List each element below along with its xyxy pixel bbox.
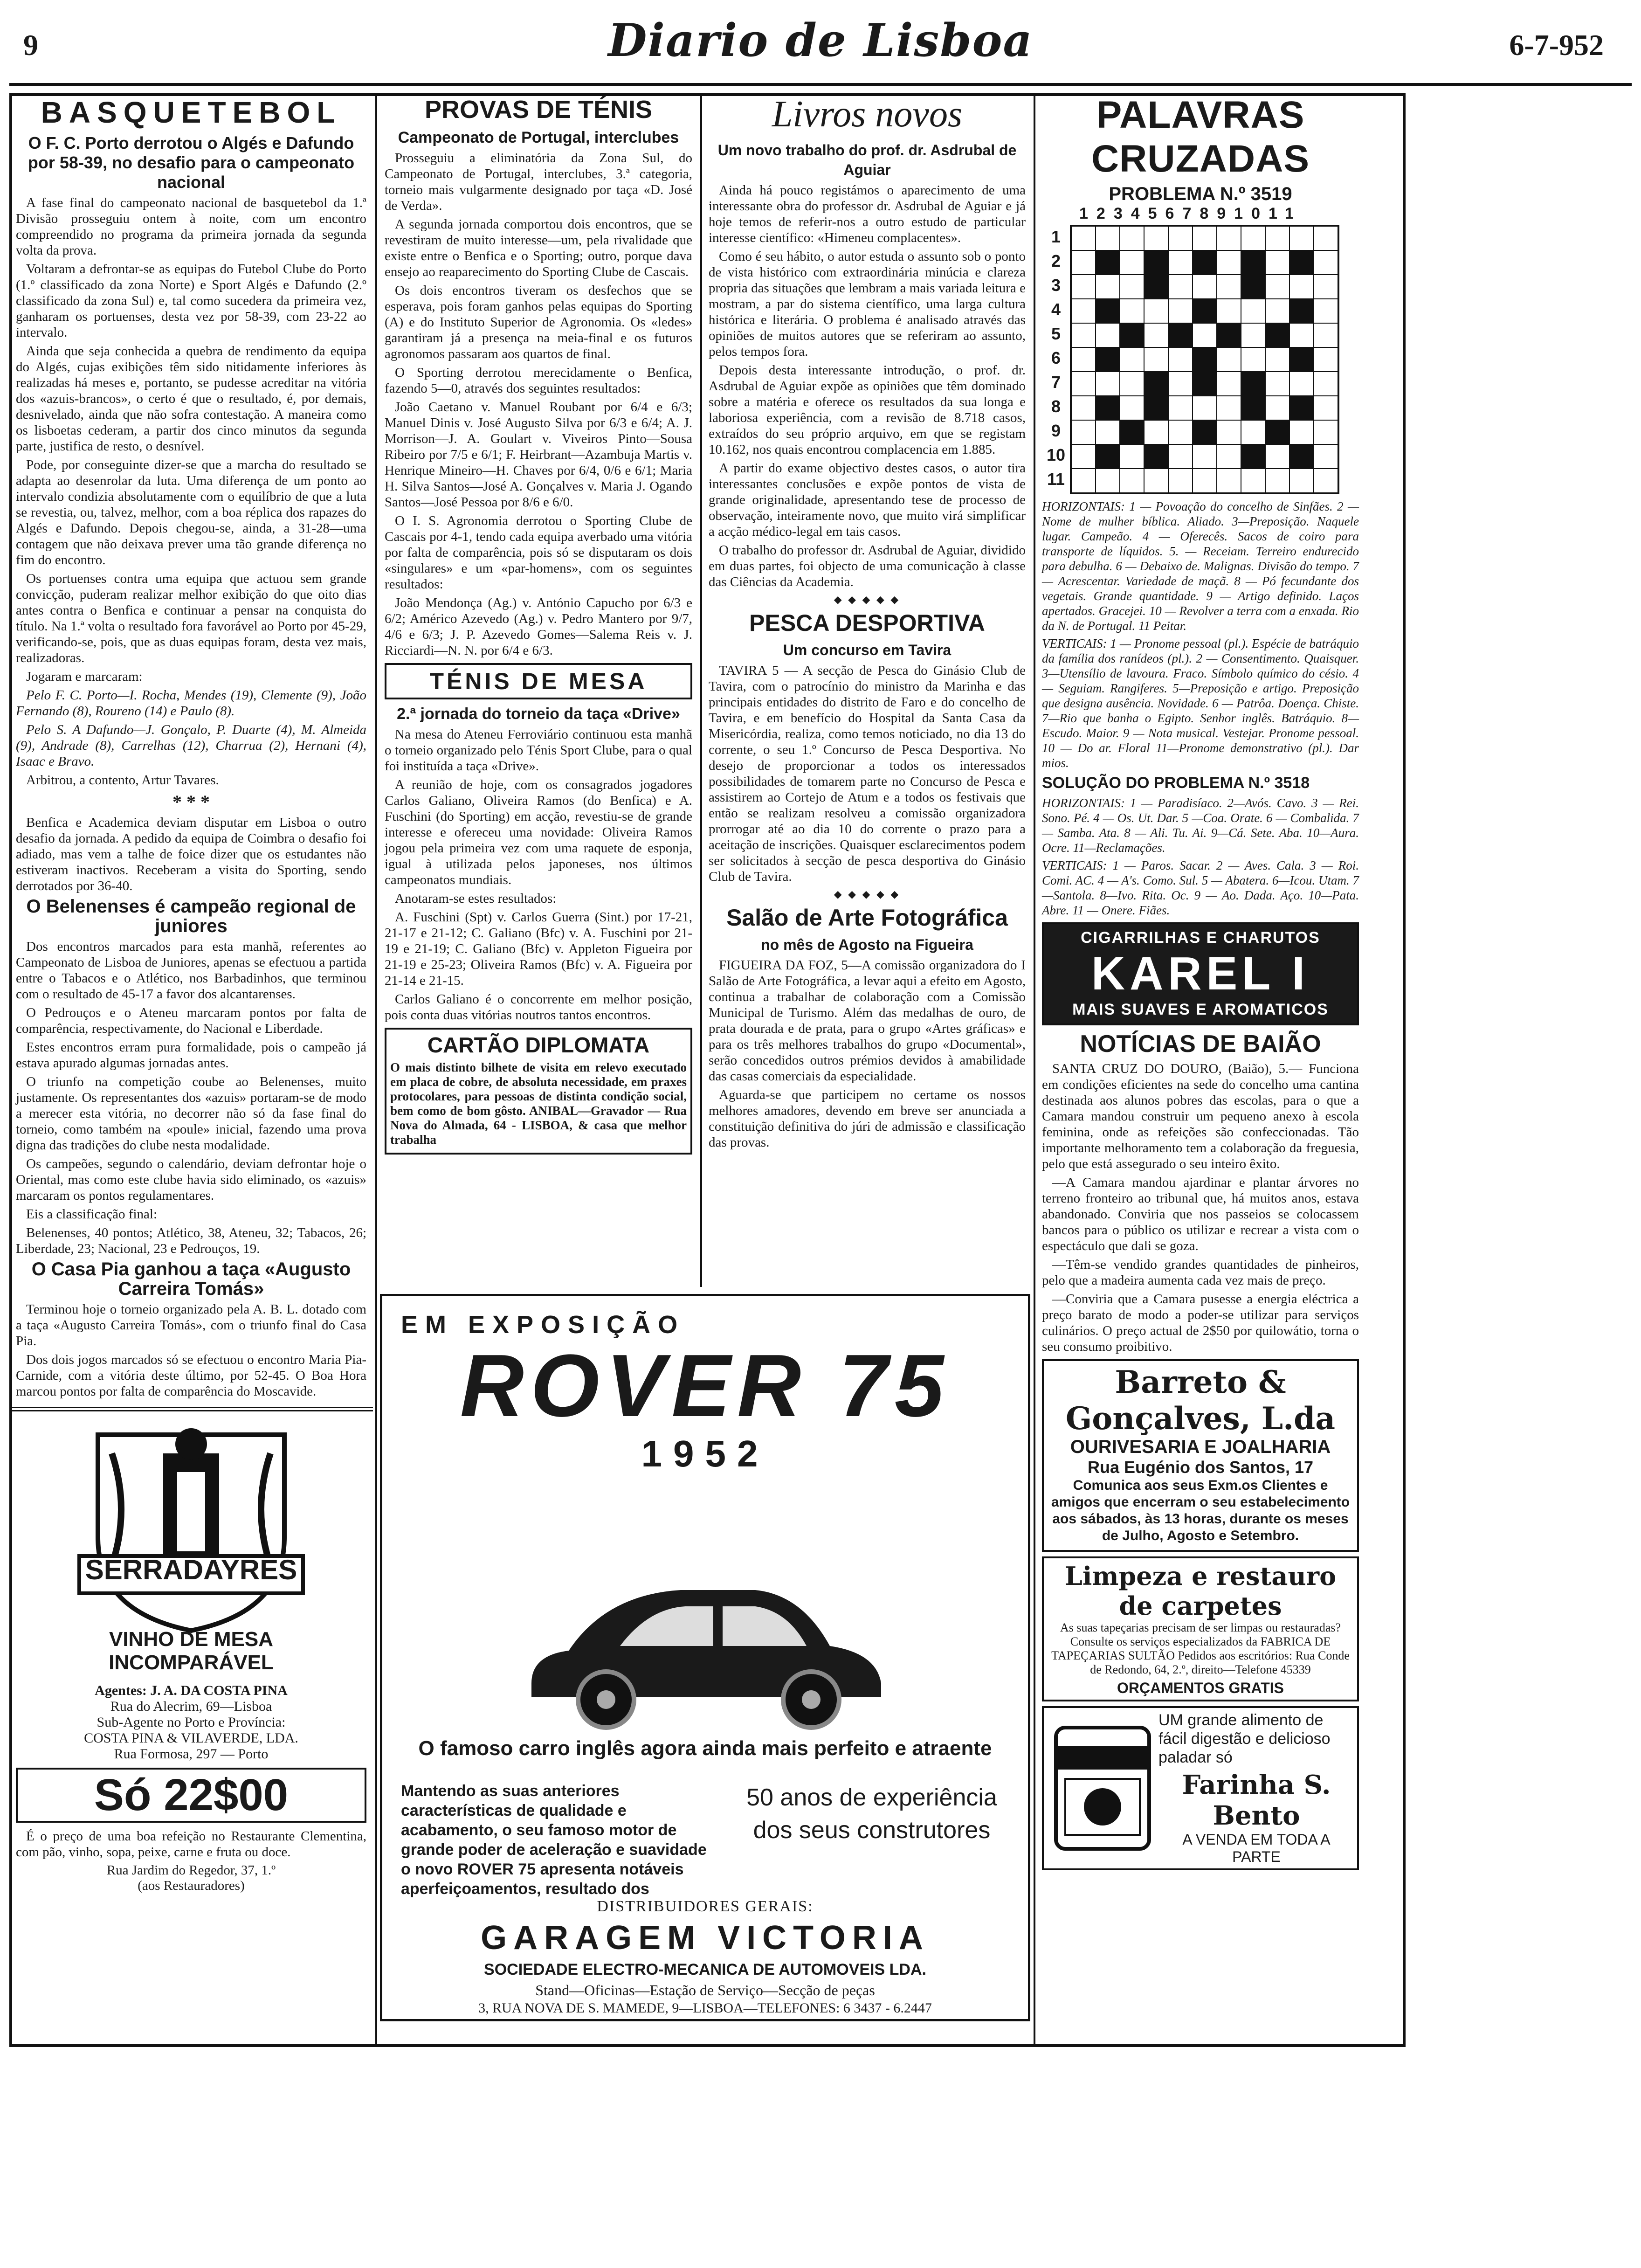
crossword-cell <box>1096 226 1120 250</box>
column-basquetebol <box>9 93 373 2047</box>
address: Rua Jardim do Regedor, 37, 1.º <box>106 1863 276 1878</box>
section-subheading: 2.ª jornada do torneio da taça «Drive» <box>397 705 680 723</box>
paragraph: Dos encontros marcados para esta manhã, referentes ao Campeonato de Lisboa de Juniores, apenas se efectuou a partida entre o Tabacos e o Atlético, nos Barbadinhos, que terminou com o resultado de 45-17 a favor dos alcantarenses. <box>16 939 366 1002</box>
separator: ◆ ◆ ◆ ◆ ◆ <box>834 888 901 900</box>
crossword-cell <box>1096 469 1120 493</box>
rover-ad <box>380 1294 1030 2021</box>
paragraph: A fase final do campeonato nacional de basquetebol da 1.ª Divisão prosseguiu ontem à noite, com um encontro compreendido no programa da primeira jornada da segunda volta da prova. <box>16 195 366 258</box>
paragraph: João Caetano v. Manuel Roubant por 6/4 e 6/3; Manuel Dinis v. José Augusto Silva por 6/3 e 6/4; A. J. Morrison—J. A. Goulart v. Viveiros Pinto—Sousa Ribeiro por 7/5 e 6/1; F. Heirbrant—Azambuja Martis v. Henrique Mineiro—H. Chaves por 6/4, 0/6 e 6/1; Maria H. Silva Santos—José A. Gonçalves v. Maria J. Ogando Santos—José Pessoa por 8/6 e 6/0. <box>385 400 692 510</box>
crossword-cell <box>1265 347 1289 372</box>
crossword-row-number: 9 <box>1051 421 1061 440</box>
ad-top: CIGARRILHAS E CHARUTOS <box>1081 929 1320 947</box>
crossword-cell <box>1168 372 1193 396</box>
ad-brand: KAREL I <box>1091 947 1310 1000</box>
crossword-cell <box>1120 444 1144 469</box>
crossword-cell <box>1217 299 1241 323</box>
crossword-black-cell <box>1289 444 1314 469</box>
ad-company: SOCIEDADE ELECTRO-MECANICA DE AUTOMOVEIS LDA. <box>484 1961 926 1978</box>
paragraph: Os dois encontros tiveram os desfechos que se esperava, pois foram ganhos pelas equipas do Sporting (A) e do Instituto Superior de Agronomia. Os «ledes» garantiram já a presença na meia-final e os futuros agronomos passaram aos quartos de final. <box>385 283 692 361</box>
crossword-cell <box>1071 250 1096 275</box>
crossword-row-number: 10 <box>1046 445 1066 464</box>
paragraph: Dos dois jogos marcados só se efectuou o encontro Maria Pia-Carnide, com a vitória deste último, por 52-45. O Boa Hora marcou pontos por falta de comparência do Moscavide. <box>16 1352 366 1399</box>
crossword-black-cell <box>1120 323 1144 347</box>
crossword-black-cell <box>1289 250 1314 275</box>
crossword-cell <box>1265 396 1289 420</box>
crossword-cell <box>1168 420 1193 444</box>
crossword-row-number: 1 <box>1051 227 1061 246</box>
crossword-cell <box>1289 469 1314 493</box>
crossword-cell <box>1071 299 1096 323</box>
crossword-cell <box>1120 299 1144 323</box>
article-subtitle: O F. C. Porto derrotou o Algés e Dafundo por 58-39, no desafio para o campeonato nacional <box>28 133 355 192</box>
crossword-cell <box>1241 323 1265 347</box>
ad-address: 3, RUA NOVA DE S. MAMEDE, 9—LISBOA—TELEFONES: 6 3437 - 6.2447 <box>478 2000 932 2016</box>
crossword-cell <box>1217 250 1241 275</box>
crossword-black-cell <box>1193 250 1217 275</box>
crossword-problem: PROBLEMA N.º 3519 <box>1109 184 1292 204</box>
crossword-cell <box>1265 469 1289 493</box>
crossword-black-cell <box>1144 250 1168 275</box>
crossword-row-number: 7 <box>1051 373 1061 392</box>
ad-services: Stand—Oficinas—Estação de Serviço—Secção de peças <box>535 1982 875 1998</box>
paragraph: A. Fuschini (Spt) v. Carlos Guerra (Sint.) por 17-21, 21-17 e 21-12; C. Galiano (Bfc) v. A. Fuschini por 21-19 e 21-19; C. Galiano (Bfc) v. Appleton Figueira por 21-19 e 25-23; Oliveira Ramos (Bfc) v. A. Figueira por 21-14 e 21-15. <box>385 910 692 988</box>
crossword-column-numbers: 1234567891011 <box>1079 205 1302 222</box>
page-number: 9 <box>23 28 38 62</box>
section-heading: TÉNIS DE MESA <box>429 668 648 694</box>
crossword-cell <box>1168 250 1193 275</box>
crossword-cell <box>1071 372 1096 396</box>
paragraph: Ainda que seja conhecida a quebra de rendimento da equipa do Algés, cujas exibições têm sido nitidamente inferiores às realizadas há meses e, portanto, se pudesse acreditar na vitória dos «azuis-brancos», o certo é que o resultado, é, por demais, desnivelado, ainda que não sofra contestação. A maneira como os lisboetas cederam, a partir dos cinco minutos da segunda parte, justifica de resto, o desnível. <box>16 344 366 454</box>
crossword-cell <box>1193 275 1217 299</box>
paragraph: O Sporting derrotou merecidamente o Benfica, fazendo 5—0, através dos seguintes resultados: <box>385 365 692 396</box>
crossword-black-cell <box>1096 347 1120 372</box>
ad-top: EM EXPOSIÇÃO <box>401 1311 685 1339</box>
ad-title: Barreto & Gonçalves, L.da <box>1065 1364 1336 1437</box>
masthead: Diario de Lisboa <box>608 14 1033 67</box>
crossword-cell <box>1314 347 1338 372</box>
paragraph: Ainda há pouco registámos o aparecimento de uma interessante obra do professor dr. Asdrubal de Aguiar e já hoje temos de referir-nos a outro estudo de particular interesse científico: «Himeneu complacentes». <box>709 183 1026 245</box>
paragraph: —A Camara mandou ajardinar e plantar árvores no terreno fronteiro ao tribunal que, há muitos anos, estava abandonado. Conviria que nos passeios se colocassem bancos para o público os utilizar e recrear a vista com o espectáculo que dali se goza. <box>1042 1175 1359 1253</box>
ad-text: O mais distinto bilhete de visita em relevo executado em placa de cobre, de absoluta necessidade, em praxes protocolares, para pessoas de distinta condição social, bem como de bom gôsto. ANIBAL—Gravador — Rua Nova do Almada, 64 - LISBOA, & casa que melhor trabalha <box>390 1060 687 1147</box>
crossword-cell <box>1120 275 1144 299</box>
solution-horizontal: HORIZONTAIS: 1 — Paradisíaco. 2—Avós. Cavo. 3 — Rei. Sono. Pé. 4 — Os. Ut. Dar. 5 —Coa. Orate. 6 — Combalida. 7 — Samba. Ata. 8 — Ali. Tu. Ai. 9—Cá. Sete. Aba. 10—Aura. Ocre. 11—Reclamações. <box>1042 796 1359 855</box>
crossword-cell <box>1071 469 1096 493</box>
crossword-cell <box>1289 323 1314 347</box>
paragraph: Carlos Galiano é o concorrente em melhor posição, pois conta duas vitórias noutros tantos encontros. <box>385 992 692 1023</box>
paragraph: Eis a classificação final: <box>26 1207 158 1222</box>
article-subtitle: Campeonato de Portugal, interclubes <box>398 129 679 146</box>
ad-bottom: MAIS SUAVES E AROMATICOS <box>1072 1001 1329 1018</box>
paragraph: Benfica e Academica deviam disputar em Lisboa o outro desafio da jornada. A pedido da equipa de Coimbra o desafio foi adiado, mas vem a talhe de foice dizer que os estudantes não estiveram inactivos. Receberam a visita do Sporting, sendo derrotados por 36-40. <box>16 815 366 893</box>
ad-text: As suas tapeçarias precisam de ser limpas ou restauradas? Consulte os serviços especializados da FABRICA DE TAPEÇARIAS SULTÃO Pedidos aos escritórios: Rua Conde de Redondo, 64, 2.º, direito—Telefone 45339 <box>1051 1621 1350 1676</box>
crossword-cell <box>1144 469 1168 493</box>
crossword-cell <box>1217 444 1241 469</box>
crossword-black-cell <box>1193 347 1217 372</box>
crossword-row-numbers <box>1042 225 1070 494</box>
paragraph: Jogaram e marcaram: <box>26 669 143 684</box>
section-box <box>385 663 692 699</box>
crossword-row-number: 3 <box>1051 276 1061 295</box>
ad-address: Rua Eugénio dos Santos, 17 <box>1087 1458 1314 1477</box>
paragraph: João Mendonça (Ag.) v. António Capucho por 6/3 e 6/2; Américo Azevedo (Ag.) v. Pedro Mantero por 9/7, 4/6 e 6/3; J. P. Azevedo Gomes—Salema Reis v. J. Ricciardi—N. N. por 6/4 e 6/3. <box>385 595 692 658</box>
crossword-cell <box>1289 372 1314 396</box>
crossword-black-cell <box>1289 299 1314 323</box>
shield-crest-icon <box>70 1416 312 1635</box>
section-heading: PESCA DESPORTIVA <box>749 610 985 636</box>
crossword-cell <box>1071 347 1096 372</box>
crossword-cell <box>1314 250 1338 275</box>
column-divider <box>700 93 702 1287</box>
crossword-cell <box>1120 372 1144 396</box>
paragraph: TAVIRA 5 — A secção de Pesca do Ginásio Club de Tavira, com o patrocínio do ministro da Marinha e das principais entidades do distrito de Faro e do concelho de Tavira, e em benefício do Hospital da Santa Casa da Misericórdia, realiza, como temos noticiado, no dia 13 do corrente, o seu 1.º Concurso de Pesca Desportiva. No desejo de proporcionar a todos os interessados possibilidades de tomarem parte no Concurso de Pesca e assistirem ao Cortejo de Atum e a todos os festivais que então se realizam resolveu a comissão organizadora prorrogar até ao dia 10 do corrente o prazo para a aceitação de inscrições. Quaisquer esclarecimentos podem ser solicitados à secção de pesca desportiva do Ginásio Club de Tavira. <box>709 663 1026 884</box>
crossword-cell <box>1096 372 1120 396</box>
crossword-black-cell <box>1217 323 1241 347</box>
price: Só 22$00 <box>94 1770 289 1820</box>
paragraph: A segunda jornada comportou dois encontros, que se revestiram de muito interesse—um, pela rivalidade que existe entre o Benfica e o Sporting; outro, porque dava ensejo ao reaparecimento do Sporting Clube de Cascais. <box>385 217 692 279</box>
paragraph: Pelo S. A Dafundo—J. Gonçalo, P. Duarte (4), M. Almeida (9), Andrade (8), Carrelhas (12), Charrua (2), Hernani (4), Isaac e Bravo. <box>16 722 366 769</box>
crossword-black-cell <box>1096 299 1120 323</box>
crossword-cell <box>1217 469 1241 493</box>
crossword-row-number: 11 <box>1047 470 1065 489</box>
paragraph: É o preço de uma boa refeição no Restaurante Clementina, com pão, vinho, sopa, peixe, carne e fruta ou doce. <box>16 1829 366 1860</box>
restaurant-ad <box>16 1768 366 1823</box>
paragraph: Como é seu hábito, o autor estuda o assunto sob o ponto de vista histórico com extraordinária minúcia e clareza propria das situações que lembram a mais variada leitura e mostram, a par do sistema científico, uma larga cultura histórica e literária. O problema é analisado através das opiniões de muitos autores que se referiram ao assunto, pelos tempos fora. <box>709 249 1026 359</box>
crossword-row-number: 6 <box>1051 348 1061 367</box>
ad-brand: Farinha S. Bento <box>1182 1770 1331 1831</box>
column-divider <box>375 93 377 2047</box>
slogan-line: VINHO DE MESA <box>109 1628 274 1651</box>
crossword-cell <box>1120 226 1144 250</box>
crossword-cell <box>1217 275 1241 299</box>
crossword-cell <box>1193 323 1217 347</box>
crossword-cell <box>1120 469 1144 493</box>
article-title: PROVAS DE TÉNIS <box>424 96 653 124</box>
crossword-cell <box>1241 469 1265 493</box>
paragraph: A partir do exame objectivo destes casos, o autor tira interessantes conclusões e expõe pontos de vista de grande originalidade, apresentando tese de processo de observação, inteiramente novo, que muito virá simplificar a acção médico-legal em tais casos. <box>709 461 1026 539</box>
crossword-black-cell <box>1144 372 1168 396</box>
paragraph: Anotaram-se estes resultados: <box>395 891 557 906</box>
column-livros <box>704 93 1030 1287</box>
crossword-black-cell <box>1120 420 1144 444</box>
crossword-cell <box>1168 469 1193 493</box>
crossword-title: PALAVRAS CRUZADAS <box>1091 94 1310 180</box>
crossword-cell <box>1314 396 1338 420</box>
paragraph: Pelo F. C. Porto—I. Rocha, Mendes (19), Clemente (9), João Fernando (8), Roureno (14) e Paulo (8). <box>16 688 366 719</box>
ad-title: Limpeza e restauro de carpetes <box>1064 1561 1337 1621</box>
crossword-black-cell <box>1289 347 1314 372</box>
karel-ad <box>1042 922 1359 1025</box>
crossword-cell <box>1071 396 1096 420</box>
limpeza-ad <box>1042 1556 1359 1701</box>
paragraph: O Pedrouços e o Ateneu marcaram pontos por falta de comparência, respectivamente, do Nacional e Liberdade. <box>16 1005 366 1036</box>
flour-tin-icon <box>1047 1718 1158 1858</box>
crossword-black-cell <box>1289 396 1314 420</box>
crossword-cell <box>1217 372 1241 396</box>
crossword-black-cell <box>1096 396 1120 420</box>
crossword-cell <box>1241 420 1265 444</box>
crossword-row-number: 5 <box>1051 324 1061 343</box>
column-divider <box>1034 93 1035 2047</box>
crossword-cell <box>1168 444 1193 469</box>
crossword-row-number: 4 <box>1051 300 1061 319</box>
ad-bottom: ORÇAMENTOS GRATIS <box>1117 1680 1284 1696</box>
paragraph: —Conviria que a Camara pusesse a energia eléctrica a preço barato de modo a poder-se utilizar para serviços culinários. O preço actual de 2$50 por quilowátio, torna o seu consumo proibitivo. <box>1042 1292 1359 1354</box>
crossword-cell <box>1144 420 1168 444</box>
crossword-black-cell <box>1144 396 1168 420</box>
crossword-cell <box>1314 420 1338 444</box>
crossword-row-number: 2 <box>1051 251 1061 270</box>
ad-title: CARTÃO DIPLOMATA <box>427 1033 650 1057</box>
crossword-cell <box>1314 444 1338 469</box>
clues-vertical: VERTICAIS: 1 — Pronome pessoal (pl.). Espécie de batráquio da família dos ranídeos (pl.). 2 — Consentimento. Quaisquer. 3—Utensílio de lavoura. Fraco. Símbolo químico do césio. 4 — Seguiam. Rangiferes. 5—Preposição e artigo. Preposição que designa ausência. Novidade. 6 — Patrôa. Doença. Chiste. 7—Rio que banha o Egipto. Senhor inglês. Batráquio. 8— Escudo. Maior. 9 — Nota musical. Vestejar. Pronome pessoal. 10 — Do ar. Floral 11—Pronome demonstrativo (pl.). Dar mios. <box>1042 636 1359 770</box>
ad-body: Mantendo as suas anteriores características de qualidade e acabamento, o seu famoso motor de grande poder de aceleração e suavidade o novo ROVER 75 apresenta notáveis aperfeiçoamentos, resultado dos <box>401 1782 707 1898</box>
paragraph: Terminou hoje o torneio organizado pela A. B. L. dotado com a taça «Augusto Carreira Tomás», com o triunfo final do Casa Pia. <box>16 1302 366 1348</box>
crossword-cell <box>1241 226 1265 250</box>
crossword-cell <box>1217 420 1241 444</box>
paragraph: A reunião de hoje, com os consagrados jogadores Carlos Galiano, Oliveira Ramos (do Benfica) e A. Fuschini (do Sporting) em acção, revestiu-se de grande interesse e ofereceu uma novidade: Oliveira Ramos jogou pela primeira vez com uma raquete de esponja, igual à utilizada pelos japoneses, nos últimos campeonatos mundiais. <box>385 777 692 887</box>
brand-name: SERRADAYRES <box>85 1554 297 1585</box>
paragraph: O I. S. Agronomia derrotou o Sporting Clube de Cascais por 4-1, tendo cada equipa averbado uma vitória por falta de comparência, pois só se disputaram os dois «singulares» e um «par-homens», com os seguintes resultados: <box>385 513 692 592</box>
crossword-cell <box>1168 275 1193 299</box>
crossword-black-cell <box>1144 444 1168 469</box>
ad-model: ROVER 75 <box>460 1336 951 1435</box>
crossword-cell <box>1314 469 1338 493</box>
crossword-cell <box>1071 444 1096 469</box>
crossword-cell <box>1071 275 1096 299</box>
paragraph: Depois desta interessante introdução, o prof. dr. Asdrubal de Aguiar expõe as opiniões que têm dominado sobre a matéria e oferece os resultados da sua longa e laboriosa experiência, com a revisão de 8.718 casos, extraídos do seu próprio arquivo, em que se registam 10.162, nos quais encontrou complacencia em 1.885. <box>709 363 1026 457</box>
paragraph: Belenenses, 40 pontos; Atlético, 38, Ateneu, 32; Tabacos, 26; Liberdade, 23; Nacional, 23 e Pedrouços, 19. <box>16 1225 366 1256</box>
paragraph: Aguarda-se que participem no certame os nossos melhores amadores, devendo em breve ser anunciada a constituição definitiva do júri de admissão e classificação das provas. <box>709 1087 1026 1150</box>
section-stars: * * * <box>172 791 210 812</box>
ad-bottom: A VENDA EM TODA A PARTE <box>1182 1831 1331 1865</box>
paragraph: Os portuenses contra uma equipa que actuou sem grande convicção, puderam realizar melhor exibição do que oito dias antes contra o Benfica e continuar a pensar na conquista do título. Na 1.ª volta o resultado fora favorável ao Porto por 45-29, verificando-se, pois, que as duas equipas foram, desta vez mais, realizadoras. <box>16 571 366 665</box>
crossword-cell <box>1168 299 1193 323</box>
crossword-cell <box>1096 420 1120 444</box>
crossword-cell <box>1193 469 1217 493</box>
crossword-cell <box>1265 226 1289 250</box>
crossword-cell <box>1071 323 1096 347</box>
crossword-cell <box>1314 299 1338 323</box>
section-subheading: Um concurso em Tavira <box>783 642 952 658</box>
crossword-cell <box>1144 226 1168 250</box>
clues-horizontal: HORIZONTAIS: 1 — Povoação do concelho de Sinfães. 2 — Nome de mulher bíblica. Aliado. 3—Preposição. Naquele lugar. Campeão. 4 — Oferecês. Sacos de coiro para transporte de líquidos. 5. — Receiam. Terreiro endurecido para debulha. 6 — Debaixo de. Malignas. Divisão do tempo. 7 — Acrescentar. Variedade de maçã. 8 — Pó fecundante dos vegetais. Grande quantidade. 9 — Artigo definido. Laços apertados. Gracejei. 10 — Revolver a terra com a enxada. Rio da N. de Portugal. 11 Peitar. <box>1042 499 1359 633</box>
farinha-ad <box>1042 1706 1359 1870</box>
crossword <box>1042 225 1359 494</box>
crossword-black-cell <box>1193 299 1217 323</box>
crossword-cell <box>1241 299 1265 323</box>
crossword-black-cell <box>1241 396 1265 420</box>
crossword-cell <box>1096 275 1120 299</box>
paragraph: O triunfo na competição coube ao Belenenses, muito justamente. Os representantes dos «azuis» portaram-se de modo a merecer esta vitória, no decorrer não só da fase final do torneio, como também na «poule» inicial, fazendo uma prova digna das tradições do clube nesta modalidade. <box>16 1074 366 1153</box>
ad-garage: GARAGEM VICTORIA <box>481 1919 930 1957</box>
crossword-cell <box>1217 396 1241 420</box>
crossword-cell <box>1193 396 1217 420</box>
crossword-cell <box>1168 347 1193 372</box>
paragraph: SANTA CRUZ DO DOURO, (Baião), 5.— Funciona em condições eficientes na sede do concelho uma cantina destinada aos alunos pobres das escolas, para o que a Camara mandou construir um pequeno anexo à escola feminina, onde as refeições são confeccionadas. Tão importante melhoramento tem a colaboração da freguesia, pelo que está assegurado o seu inteiro êxito. <box>1042 1061 1359 1171</box>
crossword-cell <box>1217 226 1241 250</box>
crossword-black-cell <box>1144 275 1168 299</box>
crossword-black-cell <box>1096 250 1120 275</box>
crossword-cell <box>1168 396 1193 420</box>
crossword-cell <box>1265 299 1289 323</box>
crossword-cell <box>1193 444 1217 469</box>
ad-text: Comunica aos seus Exm.os Clientes e amigos que encerram o seu estabelecimento aos sábados, às 13 horas, durante os meses de Julho, Agosto e Setembro. <box>1051 1478 1350 1543</box>
address: Rua Formosa, 297 — Porto <box>114 1746 269 1762</box>
agents: Agentes: J. A. DA COSTA PINA <box>95 1683 288 1698</box>
crossword-cell <box>1314 372 1338 396</box>
crossword-black-cell <box>1241 250 1265 275</box>
section-subheading: no mês de Agosto na Figueira <box>761 936 973 953</box>
article-subtitle: Um novo trabalho do prof. dr. Asdrubal de Aguiar <box>717 142 1017 178</box>
serradayres-ad <box>9 1416 373 1762</box>
paragraph: FIGUEIRA DA FOZ, 5—A comissão organizadora do I Salão de Arte Fotográfica, a levar aqui a efeito em Agosto, continua a trabalhar de colaboração com a Comissão Municipal de Turismo. Além das medalhas de ouro, de prata dourada e de prata, para o grupo «Artes gráficas» e para os três melhores trabalhos do grupo «Documental», serão concedidos outros prémios devidos à amabilidade das casas comerciais da especialidade. <box>709 958 1026 1084</box>
section-heading: O Belenenses é campeão regional de juniores <box>26 896 356 936</box>
crossword-cell <box>1120 396 1144 420</box>
crossword-black-cell <box>1265 420 1289 444</box>
crossword-cell <box>1193 226 1217 250</box>
crossword-cell <box>1144 299 1168 323</box>
paragraph: Arbitrou, a contento, Artur Tavares. <box>26 773 219 788</box>
paragraph: O trabalho do professor dr. Asdrubal de Aguiar, dividido em duas partes, foi objecto de uma comunicação à classe das Ciências da Academia. <box>709 543 1026 589</box>
crossword-cell <box>1265 372 1289 396</box>
crossword-cell <box>1168 226 1193 250</box>
section-heading: O Casa Pia ganhou a taça «Augusto Carreira Tomás» <box>31 1259 351 1299</box>
paragraph: Prosseguiu a eliminatória da Zona Sul, do Campeonato de Portugal, interclubes, 3.ª categoria, torneio mais vulgarmente designado por taça «D. José de Verda». <box>385 151 692 213</box>
cartao-ad <box>385 1028 692 1155</box>
header-rule <box>9 83 1632 86</box>
paragraph: —Têm-se vendido grandes quantidades de pinheiros, pelo que a madeira aumenta cada vez mais de preço. <box>1042 1257 1359 1288</box>
address: (aos Restauradores) <box>138 1878 245 1893</box>
paragraph: Na mesa do Ateneu Ferroviário continuou esta manhã o torneio organizado pelo Ténis Sport Clube, para o qual foi instituída a taça «Drive». <box>385 727 692 774</box>
crossword-cell <box>1265 250 1289 275</box>
solution-title: SOLUÇÃO DO PROBLEMA N.º 3518 <box>1042 774 1310 792</box>
crossword-black-cell <box>1096 444 1120 469</box>
solution-vertical: VERTICAIS: 1 — Paros. Sacar. 2 — Aves. Cala. 3 — Roi. Comi. AC. 4 — A's. Como. Sul. 5 — Abatera. 6—Icou. Utam. 7—Santola. 8—Ivo. Rita. Oc. 9 — Ao. Dada. Aço. 10—Pata. Abre. 11 — Onere. Fiães. <box>1042 858 1359 917</box>
crossword-cell <box>1314 275 1338 299</box>
crossword-black-cell <box>1193 372 1217 396</box>
section-heading: Salão de Arte Fotográfica <box>726 905 1008 931</box>
crossword-cell <box>1144 347 1168 372</box>
crossword-cell <box>1289 275 1314 299</box>
car-icon <box>513 1567 895 1735</box>
crossword-cell <box>1289 226 1314 250</box>
issue-date: 6-7-952 <box>1509 28 1604 62</box>
crossword-cell <box>1120 347 1144 372</box>
crossword-row-number: 8 <box>1051 397 1061 416</box>
ad-year: 1952 <box>641 1433 769 1474</box>
ad-tagline: O famoso carro inglês agora ainda mais perfeito e atraente <box>418 1737 992 1760</box>
ad-years: 50 anos de experiência dos seus construtores <box>746 1784 997 1844</box>
paragraph: Os campeões, segundo o calendário, deviam defrontar hoje o Oriental, mas como este clube havia sido eliminado, os «azuis» marcaram os pontos regulamentares. <box>16 1156 366 1203</box>
crossword-cell <box>1144 323 1168 347</box>
crossword-black-cell <box>1241 372 1265 396</box>
column-tenis <box>380 93 697 1287</box>
crossword-grid <box>1070 225 1339 494</box>
crossword-cell <box>1241 347 1265 372</box>
paragraph: Pode, por conseguinte dizer-se que a marcha do resultado se adapta ao desenrolar da luta. Uma diferença de um ponto ao intervalo condizia absolutamente com o equilíbrio de que a luta se revestia, ou, talvez, melhor, com a boa réplica dos rapazes do Algés e Dafundo. Depois chegou-se, ainda, a 31-28—uma contagem que não deixava prever uma tão grande diferença no fim do encontro. <box>16 457 366 567</box>
article-title: Livros novos <box>772 94 963 135</box>
paragraph: Voltaram a defrontar-se as equipas do Futebol Clube do Porto (1.º classificado da zona Norte) e Sport Algés e Dafundo (2.º classificado da zona Sul) e, tal como sucedera da primeira vez, ganharam os portuenses, desta vez por 58-39, com 23-22 ao intervalo. <box>16 262 366 340</box>
crossword-cell <box>1265 275 1289 299</box>
crossword-cell <box>1265 444 1289 469</box>
crossword-black-cell <box>1241 275 1265 299</box>
crossword-cell <box>1120 250 1144 275</box>
article-title: BASQUETEBOL <box>41 96 342 129</box>
column-palavras-cruzadas <box>1037 93 1364 2047</box>
section-heading: NOTÍCIAS DE BAIÃO <box>1080 1030 1321 1058</box>
barreto-ad <box>1042 1359 1359 1552</box>
crossword-cell <box>1289 420 1314 444</box>
sub-agent-label: Sub-Agente no Porto e Província: <box>97 1715 286 1730</box>
sub-agent-name: COSTA PINA & VILAVERDE, LDA. <box>84 1730 298 1746</box>
crossword-black-cell <box>1193 420 1217 444</box>
address: Rua do Alecrim, 69—Lisboa <box>110 1699 272 1714</box>
crossword-black-cell <box>1265 323 1289 347</box>
crossword-black-cell <box>1241 444 1265 469</box>
separator: ◆ ◆ ◆ ◆ ◆ <box>834 594 901 605</box>
crossword-cell <box>1071 420 1096 444</box>
slogan-line: INCOMPARÁVEL <box>109 1651 274 1674</box>
crossword-cell <box>1096 323 1120 347</box>
paragraph: Estes encontros erram pura formalidade, pois o campeão já estava apurado algumas jornadas antes. <box>16 1040 366 1071</box>
ad-text: UM grande alimento de fácil digestão e delicioso paladar só <box>1158 1711 1331 1766</box>
ad-distributors-label: DISTRIBUIDORES GERAIS: <box>597 1898 814 1915</box>
crossword-cell <box>1314 226 1338 250</box>
crossword-cell <box>1071 226 1096 250</box>
crossword-black-cell <box>1168 323 1193 347</box>
ad-subtitle: OURIVESARIA E JOALHARIA <box>1070 1437 1331 1457</box>
crossword-cell <box>1314 323 1338 347</box>
crossword-cell <box>1217 347 1241 372</box>
